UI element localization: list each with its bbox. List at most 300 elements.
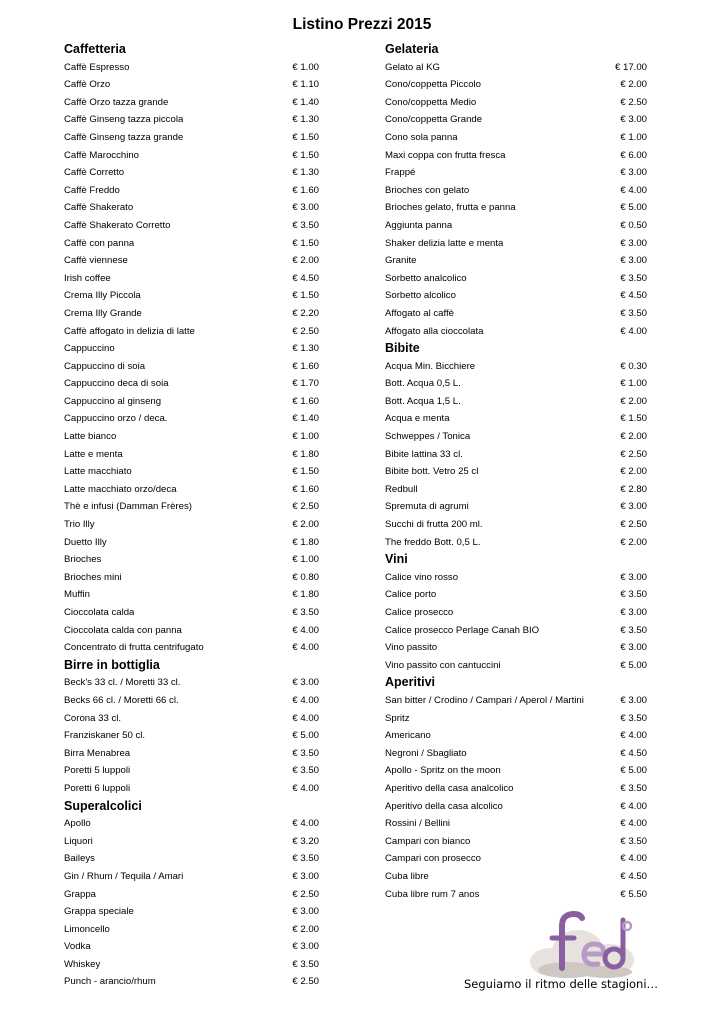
item-name: Cappuccino	[64, 343, 115, 355]
item-name: Rossini / Bellini	[385, 818, 451, 830]
menu-row	[385, 358, 647, 376]
item-name: Gelato al KG	[385, 61, 440, 73]
item-name: Spremuta di agrumi	[385, 501, 469, 513]
item-name: Caffè Marocchino	[64, 149, 140, 161]
menu-row	[64, 76, 319, 94]
item-price: € 4.00	[620, 853, 647, 865]
item-name: Campari con bianco	[385, 835, 471, 847]
menu-row	[385, 375, 647, 393]
menu-row	[64, 938, 319, 956]
menu-row	[64, 762, 319, 780]
menu-row	[64, 868, 319, 886]
item-name: Baileys	[64, 853, 95, 865]
menu-row	[385, 586, 647, 604]
menu-row	[64, 59, 319, 77]
item-name: Calice porto	[385, 589, 437, 601]
tagline: Seguiamo il ritmo delle stagioni…	[464, 977, 659, 991]
menu-row	[64, 252, 319, 270]
item-price: € 17.00	[614, 61, 647, 73]
menu-row	[385, 59, 647, 77]
section-heading: Aperitivi	[385, 675, 436, 690]
item-name: Latte bianco	[64, 431, 117, 443]
menu-row	[64, 305, 319, 323]
menu-row	[64, 358, 319, 376]
item-name: Birra Menabrea	[64, 747, 131, 759]
item-name: Cono sola panna	[385, 131, 458, 143]
item-price: € 4.00	[620, 730, 647, 742]
item-price: € 1.70	[292, 378, 319, 390]
menu-row	[64, 481, 319, 499]
menu-row	[385, 604, 647, 622]
item-name: Caffè affogato in delizia di latte	[64, 325, 195, 337]
item-price: € 5.50	[620, 888, 647, 900]
item-name: Calice prosecco	[385, 607, 454, 618]
item-price: € 4.00	[620, 818, 647, 830]
item-name: Whiskey	[64, 958, 101, 970]
item-name: Bott. Acqua 0,5 L.	[385, 378, 461, 390]
item-name: Latte macchiato	[64, 466, 132, 478]
item-price: € 1.00	[292, 431, 319, 443]
menu-row	[64, 111, 319, 129]
item-name: Vino passito con cantuccini	[385, 659, 501, 671]
item-price: € 1.40	[292, 413, 319, 425]
item-name: Cappuccino al ginseng	[64, 395, 162, 407]
item-name: Poretti 5 luppoli	[64, 765, 131, 777]
item-price: € 4.00	[620, 184, 647, 196]
right-column	[385, 41, 647, 903]
item-price: € 3.00	[620, 167, 647, 179]
menu-row	[64, 534, 319, 552]
item-price: € 3.50	[620, 782, 647, 794]
item-name: Brioches con gelato	[385, 184, 470, 196]
item-price: € 1.80	[292, 536, 319, 548]
item-name: Limoncello	[64, 923, 110, 935]
item-price: € 2.00	[292, 519, 319, 531]
item-name: Aperitivo della casa alcolico	[385, 800, 503, 812]
menu-row	[64, 886, 319, 904]
menu-row	[64, 287, 319, 305]
section-heading: Gelateria	[385, 42, 439, 56]
menu-row	[385, 762, 647, 780]
item-name: Maxi coppa con frutta fresca	[385, 149, 506, 161]
item-price: € 3.50	[620, 835, 647, 847]
menu-row	[385, 252, 647, 270]
menu-row	[64, 270, 319, 288]
menu-row	[64, 780, 319, 798]
menu-row	[64, 410, 319, 428]
item-price: € 1.40	[292, 96, 319, 108]
menu-row	[385, 657, 647, 675]
item-name: Latte e menta	[64, 448, 123, 460]
item-name: Cuba libre rum 7 anos	[385, 888, 480, 900]
menu-row	[385, 780, 647, 798]
item-name: Cono/coppetta Grande	[385, 114, 483, 126]
menu-row	[64, 973, 319, 991]
item-price: € 1.80	[292, 448, 319, 460]
menu-row	[385, 147, 647, 165]
item-name: Latte macchiato orzo/deca	[64, 483, 177, 495]
item-name: Brioches	[64, 554, 102, 566]
item-name: Acqua Min. Bicchiere	[385, 360, 476, 372]
item-price: € 4.00	[292, 642, 319, 654]
item-price: € 1.50	[620, 413, 647, 425]
item-name: Brioches mini	[64, 571, 122, 583]
item-price: € 2.50	[292, 325, 319, 337]
section-heading: Bibite	[385, 341, 420, 356]
item-price: € 0.30	[620, 360, 647, 372]
item-name: Shaker delizia latte e menta	[385, 237, 504, 249]
menu-row	[385, 287, 647, 305]
menu-row	[64, 323, 319, 341]
item-name: Cappuccino orzo / deca.	[64, 413, 168, 425]
item-price: € 3.50	[620, 624, 647, 636]
item-price: € 4.00	[292, 694, 319, 706]
menu-row	[385, 833, 647, 851]
menu-row	[385, 886, 647, 904]
item-price: € 4.50	[620, 290, 647, 302]
item-price: € 4.00	[292, 712, 319, 724]
item-name: Sorbetto alcolico	[385, 290, 456, 302]
menu-row	[64, 921, 319, 939]
menu-row	[385, 393, 647, 411]
item-price: € 2.80	[620, 483, 647, 495]
menu-row	[64, 498, 319, 516]
item-name: Aggiunta panna	[385, 219, 453, 231]
item-price: € 3.20	[292, 835, 319, 847]
item-price: € 4.50	[292, 272, 319, 284]
item-name: Muffin	[64, 589, 90, 601]
item-name: Caffè Shakerato	[64, 202, 134, 214]
item-price: € 3.50	[292, 607, 319, 618]
item-name: Cappuccino di soia	[64, 360, 146, 372]
item-price: € 2.50	[620, 519, 647, 531]
menu-row	[385, 481, 647, 499]
item-name: Calice prosecco Perlage Canah BIO	[385, 624, 540, 636]
menu-row	[385, 498, 647, 516]
left-column	[64, 41, 319, 991]
menu-row	[385, 235, 647, 253]
section-heading: Birre in bottiglia	[64, 657, 160, 672]
item-price: € 5.00	[292, 730, 319, 742]
menu-row	[64, 516, 319, 534]
menu-row	[385, 692, 647, 710]
item-name: Cono/coppetta Piccolo	[385, 79, 481, 91]
item-price: € 3.50	[620, 712, 647, 724]
menu-row	[64, 745, 319, 763]
item-name: Caffè con panna	[64, 237, 135, 249]
item-price: € 1.50	[292, 237, 319, 249]
menu-row	[64, 94, 319, 112]
item-name: San bitter / Crodino / Campari / Aperol / Martini	[385, 694, 584, 706]
menu-row	[64, 639, 319, 657]
menu-row	[64, 604, 319, 622]
item-price: € 3.00	[292, 941, 319, 953]
item-name: Grappa speciale	[64, 906, 134, 918]
item-price: € 0.50	[620, 219, 647, 231]
item-price: € 4.50	[620, 747, 647, 759]
menu-row	[385, 639, 647, 657]
menu-row	[385, 622, 647, 640]
menu-row	[385, 534, 647, 552]
item-price: € 1.10	[292, 79, 319, 91]
item-name: Cono/coppetta Medio	[385, 96, 477, 108]
item-price: € 3.00	[620, 501, 647, 513]
item-price: € 2.50	[292, 976, 319, 988]
menu-row	[64, 815, 319, 833]
section-heading: Superalcolici	[64, 798, 142, 813]
item-name: Beck's 33 cl. / Moretti 33 cl.	[64, 677, 181, 689]
item-price: € 2.50	[292, 501, 319, 513]
item-name: Spritz	[385, 712, 410, 724]
item-price: € 5.00	[620, 765, 647, 777]
item-price: € 3.00	[620, 571, 647, 583]
item-price: € 3.50	[620, 307, 647, 319]
item-name: Corona 33 cl.	[64, 712, 122, 724]
item-name: Succhi di frutta 200 ml.	[385, 519, 483, 531]
item-price: € 3.00	[292, 870, 319, 882]
menu-row	[385, 323, 647, 341]
item-name: Crema Illy Grande	[64, 307, 142, 319]
item-price: € 1.80	[292, 589, 319, 601]
page-title: Listino Prezzi 2015	[292, 16, 432, 33]
item-price: € 1.30	[292, 114, 319, 126]
menu-row	[385, 164, 647, 182]
item-price: € 3.00	[620, 255, 647, 267]
item-price: € 1.30	[292, 343, 319, 355]
menu-row	[64, 692, 319, 710]
item-name: Irish coffee	[64, 272, 111, 284]
item-price: € 4.00	[620, 325, 647, 337]
item-price: € 2.20	[292, 307, 319, 319]
item-name: Brioches gelato, frutta e panna	[385, 202, 516, 214]
item-name: Apollo	[64, 818, 91, 830]
menu-row	[64, 217, 319, 235]
item-name: Bott. Acqua 1,5 L.	[385, 395, 461, 407]
menu-row	[64, 850, 319, 868]
fedo-logo	[528, 906, 636, 978]
item-price: € 1.50	[292, 466, 319, 478]
item-price: € 6.00	[620, 149, 647, 161]
menu-row	[64, 622, 319, 640]
item-price: € 5.00	[620, 659, 647, 671]
menu-row	[385, 199, 647, 217]
item-name: Trio Illy	[64, 519, 95, 531]
item-name: Crema Illy Piccola	[64, 290, 141, 302]
item-name: Americano	[385, 730, 431, 742]
section-heading: Vini	[385, 552, 408, 567]
item-price: € 1.30	[292, 167, 319, 179]
item-price: € 3.00	[620, 114, 647, 126]
menu-row	[385, 217, 647, 235]
item-price: € 2.00	[620, 431, 647, 443]
item-name: The freddo Bott. 0,5 L.	[385, 536, 481, 548]
menu-row	[64, 147, 319, 165]
item-price: € 3.00	[620, 237, 647, 249]
item-name: Becks 66 cl. / Moretti 66 cl.	[64, 694, 179, 706]
item-price: € 0.80	[292, 571, 319, 583]
item-price: € 3.50	[620, 589, 647, 601]
menu-row	[385, 76, 647, 94]
item-name: Frappé	[385, 167, 416, 179]
item-name: Acqua e menta	[385, 413, 450, 425]
item-name: Redbull	[385, 483, 418, 495]
item-price: € 3.50	[620, 272, 647, 284]
item-price: € 1.00	[292, 61, 319, 73]
item-name: Caffè Ginseng tazza grande	[64, 131, 184, 143]
item-name: Bibite bott. Vetro 25 cl	[385, 466, 479, 478]
item-price: € 1.00	[620, 131, 647, 143]
item-name: Affogato al caffè	[385, 307, 454, 319]
item-name: Schweppes / Tonica	[385, 431, 471, 443]
item-price: € 3.00	[292, 202, 319, 214]
section-heading: Caffetteria	[64, 42, 126, 56]
item-name: Affogato alla cioccolata	[385, 325, 484, 337]
menu-row	[385, 516, 647, 534]
item-name: Gin / Rhum / Tequila / Amari	[64, 870, 184, 882]
item-name: Cuba libre	[385, 870, 429, 882]
item-price: € 1.50	[292, 290, 319, 302]
item-name: Caffè viennese	[64, 255, 128, 267]
item-name: Sorbetto analcolico	[385, 272, 467, 284]
item-price: € 2.00	[620, 466, 647, 478]
item-name: Caffè Freddo	[64, 184, 120, 196]
menu-row	[64, 551, 319, 569]
item-name: Franziskaner 50 cl.	[64, 730, 146, 742]
item-name: Apollo - Spritz on the moon	[385, 765, 501, 777]
menu-row	[64, 903, 319, 921]
menu-row	[64, 235, 319, 253]
item-price: € 4.00	[292, 782, 319, 794]
item-price: € 1.50	[292, 149, 319, 161]
item-price: € 2.00	[620, 79, 647, 91]
item-name: Thè e infusi (Damman Frères)	[64, 501, 192, 513]
menu-row	[64, 727, 319, 745]
item-price: € 3.00	[292, 677, 319, 689]
menu-row	[64, 182, 319, 200]
item-name: Caffè Orzo tazza grande	[64, 96, 169, 108]
item-name: Punch - arancio/rhum	[64, 976, 156, 988]
item-price: € 5.00	[620, 202, 647, 214]
item-name: Liquori	[64, 835, 93, 847]
item-name: Cioccolata calda	[64, 607, 135, 618]
menu-row	[385, 815, 647, 833]
item-name: Bibite lattina 33 cl.	[385, 448, 463, 460]
menu-row	[64, 446, 319, 464]
item-price: € 2.00	[620, 395, 647, 407]
item-name: Aperitivo della casa analcolico	[385, 782, 514, 794]
menu-row	[385, 798, 647, 816]
item-price: € 4.00	[620, 800, 647, 812]
item-price: € 3.50	[292, 765, 319, 777]
item-price: € 2.50	[620, 448, 647, 460]
item-name: Cioccolata calda con panna	[64, 624, 182, 636]
item-name: Cappuccino deca di soia	[64, 378, 169, 390]
item-price: € 4.50	[620, 870, 647, 882]
item-price: € 3.50	[292, 747, 319, 759]
item-price: € 1.00	[620, 378, 647, 390]
item-name: Caffè Espresso	[64, 61, 130, 73]
item-price: € 3.50	[292, 853, 319, 865]
menu-row	[64, 710, 319, 728]
item-name: Grappa	[64, 888, 96, 900]
menu-row	[385, 446, 647, 464]
menu-row	[385, 94, 647, 112]
menu-row	[64, 340, 319, 358]
item-name: Duetto Illy	[64, 536, 107, 548]
menu-row	[64, 569, 319, 587]
menu-row	[385, 305, 647, 323]
item-name: Caffè Shakerato Corretto	[64, 219, 171, 231]
menu-row	[385, 463, 647, 481]
menu-row	[385, 727, 647, 745]
item-price: € 4.00	[292, 624, 319, 636]
menu-row	[64, 674, 319, 692]
item-price: € 1.00	[292, 554, 319, 566]
menu-row	[64, 586, 319, 604]
menu-row	[64, 833, 319, 851]
item-price: € 1.60	[292, 184, 319, 196]
menu-row	[385, 129, 647, 147]
menu-row	[385, 410, 647, 428]
item-price: € 2.50	[292, 888, 319, 900]
item-price: € 3.00	[292, 906, 319, 918]
item-price: € 2.00	[292, 923, 319, 935]
item-price: € 1.50	[292, 131, 319, 143]
item-name: Vino passito	[385, 642, 438, 654]
item-name: Granite	[385, 255, 417, 267]
menu-row	[385, 745, 647, 763]
item-name: Vodka	[64, 941, 91, 953]
item-price: € 2.50	[620, 96, 647, 108]
menu-row	[385, 428, 647, 446]
item-price: € 3.50	[292, 219, 319, 231]
item-name: Campari con prosecco	[385, 853, 481, 865]
menu-row	[385, 569, 647, 587]
menu-row	[385, 111, 647, 129]
menu-row	[385, 850, 647, 868]
menu-row	[64, 164, 319, 182]
menu-row	[64, 956, 319, 974]
item-price: € 3.50	[292, 958, 319, 970]
menu-row	[64, 463, 319, 481]
item-name: Caffè Corretto	[64, 167, 125, 179]
menu-row	[385, 270, 647, 288]
menu-row	[64, 199, 319, 217]
item-price: € 3.00	[620, 642, 647, 654]
menu-row	[385, 182, 647, 200]
menu-row	[64, 393, 319, 411]
item-price: € 3.00	[620, 607, 647, 618]
item-name: Caffè Orzo	[64, 79, 111, 91]
item-price: € 2.00	[292, 255, 319, 267]
menu-row	[64, 428, 319, 446]
item-name: Poretti 6 luppoli	[64, 782, 131, 794]
item-name: Negroni / Sbagliato	[385, 747, 467, 759]
item-price: € 2.00	[620, 536, 647, 548]
item-name: Caffè Ginseng tazza piccola	[64, 114, 184, 126]
item-price: € 3.00	[620, 694, 647, 706]
item-price: € 1.60	[292, 360, 319, 372]
item-price: € 1.60	[292, 483, 319, 495]
menu-row	[385, 868, 647, 886]
menu-row	[64, 129, 319, 147]
item-name: Concentrato di frutta centrifugato	[64, 642, 204, 654]
item-price: € 1.60	[292, 395, 319, 407]
item-price: € 4.00	[292, 818, 319, 830]
menu-row	[64, 375, 319, 393]
menu-row	[385, 710, 647, 728]
item-name: Calice vino rosso	[385, 571, 459, 583]
